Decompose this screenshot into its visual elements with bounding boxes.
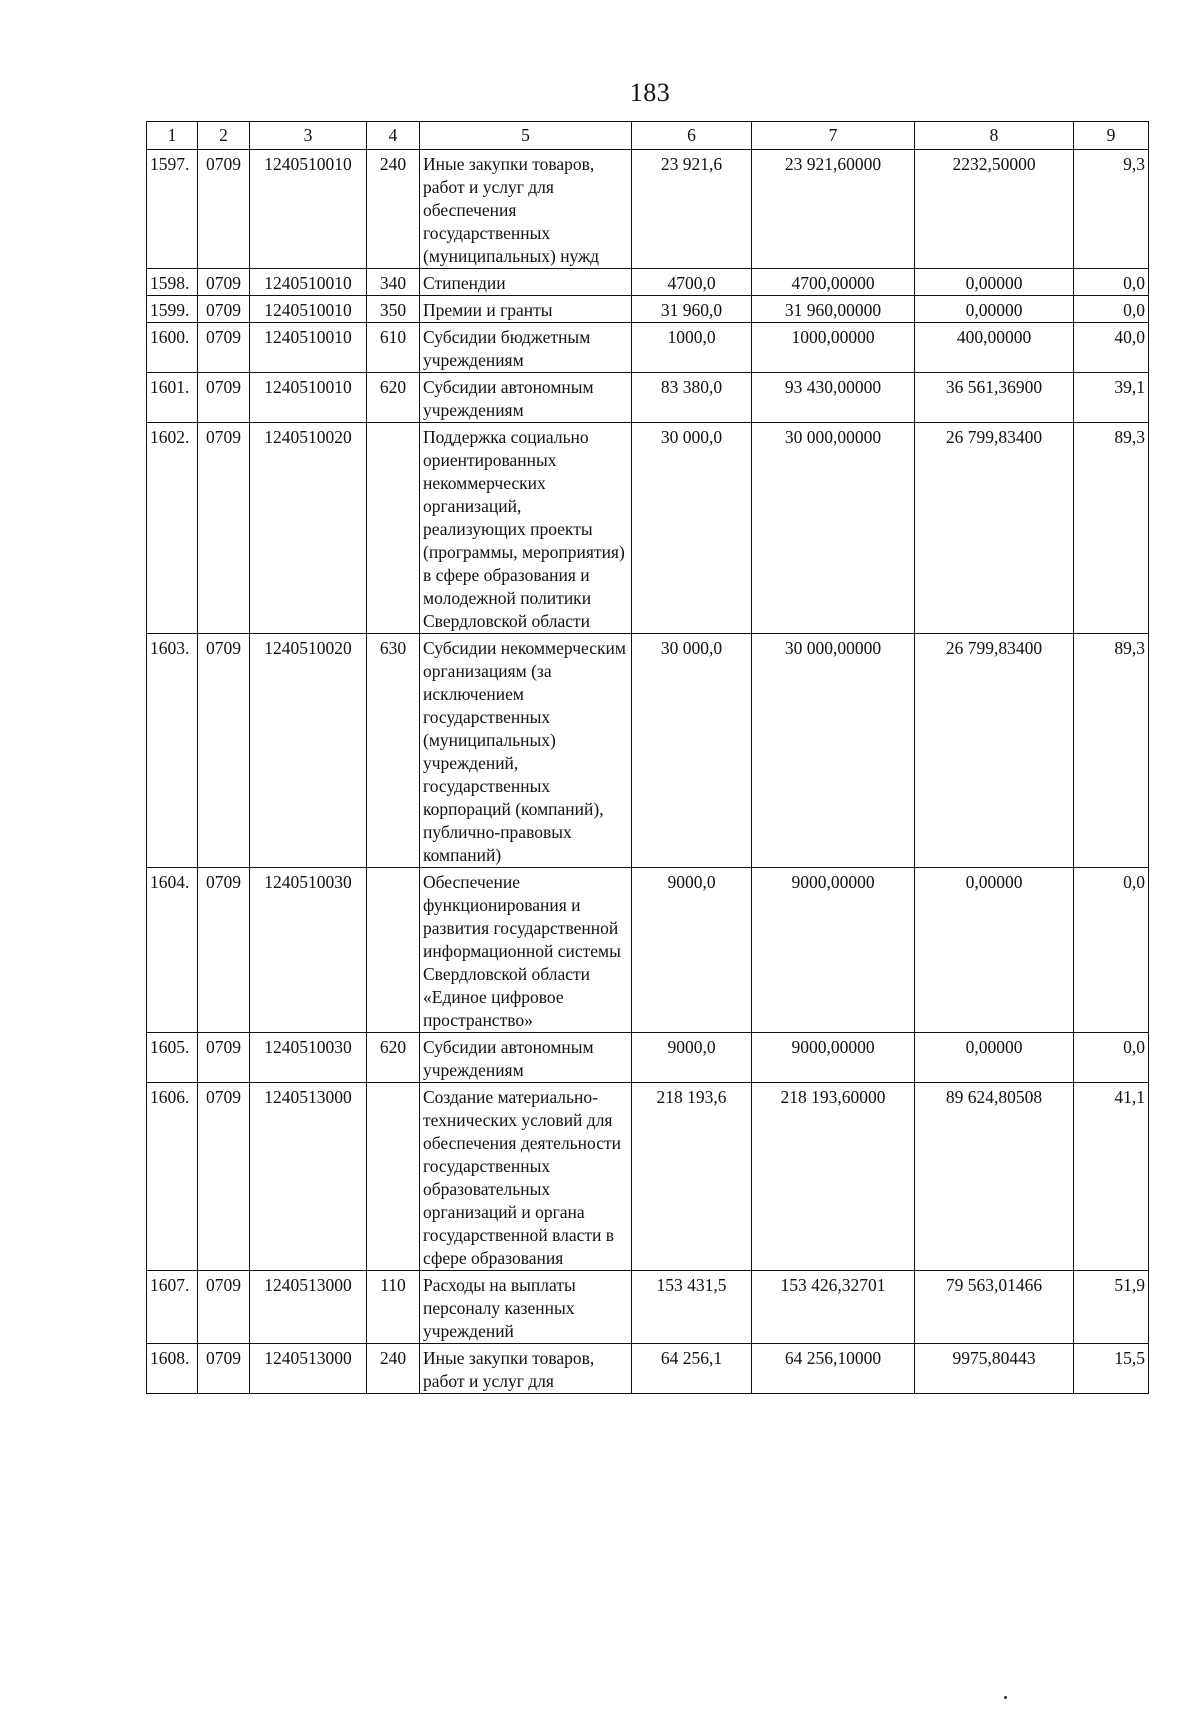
target-article-code: 1240510010 xyxy=(250,373,367,423)
table-row xyxy=(147,323,1149,373)
section-code: 0709 xyxy=(198,150,250,269)
planned-amount: 218 193,6 xyxy=(632,1083,752,1271)
adjusted-amount: 4700,00000 xyxy=(752,269,915,296)
row-number: 1607. xyxy=(147,1271,198,1344)
row-number: 1602. xyxy=(147,423,198,634)
row-number: 1604. xyxy=(147,868,198,1033)
item-name: Иные закупки товаров, работ и услуг для обеспечения государственных (муниципальных) нужд xyxy=(420,150,632,269)
planned-amount: 9000,0 xyxy=(632,1033,752,1083)
section-code: 0709 xyxy=(198,1271,250,1344)
executed-amount: 0,00000 xyxy=(915,1033,1074,1083)
section-code: 0709 xyxy=(198,269,250,296)
target-article-code: 1240513000 xyxy=(250,1271,367,1344)
target-article-code: 1240513000 xyxy=(250,1344,367,1394)
section-code: 0709 xyxy=(198,634,250,868)
execution-percent: 0,0 xyxy=(1074,269,1149,296)
adjusted-amount: 153 426,32701 xyxy=(752,1271,915,1344)
expense-type-code: 110 xyxy=(367,1271,420,1344)
expense-type-code: 620 xyxy=(367,1033,420,1083)
column-header: 2 xyxy=(198,122,250,150)
target-article-code: 1240510030 xyxy=(250,1033,367,1083)
execution-percent: 0,0 xyxy=(1074,868,1149,1033)
execution-percent: 89,3 xyxy=(1074,423,1149,634)
target-article-code: 1240510020 xyxy=(250,634,367,868)
expense-type-code xyxy=(367,423,420,634)
table-body xyxy=(147,150,1149,1394)
section-code: 0709 xyxy=(198,868,250,1033)
column-header: 8 xyxy=(915,122,1074,150)
target-article-code: 1240510010 xyxy=(250,269,367,296)
column-header: 1 xyxy=(147,122,198,150)
expense-type-code: 630 xyxy=(367,634,420,868)
planned-amount: 1000,0 xyxy=(632,323,752,373)
adjusted-amount: 9000,00000 xyxy=(752,1033,915,1083)
executed-amount: 36 561,36900 xyxy=(915,373,1074,423)
row-number: 1601. xyxy=(147,373,198,423)
planned-amount: 64 256,1 xyxy=(632,1344,752,1394)
column-header: 4 xyxy=(367,122,420,150)
planned-amount: 23 921,6 xyxy=(632,150,752,269)
row-number: 1603. xyxy=(147,634,198,868)
expense-type-code xyxy=(367,868,420,1033)
expense-type-code: 350 xyxy=(367,296,420,323)
execution-percent: 89,3 xyxy=(1074,634,1149,868)
execution-percent: 9,3 xyxy=(1074,150,1149,269)
section-code: 0709 xyxy=(198,1083,250,1271)
item-name: Субсидии некоммерческим организациям (за исключением государственных (муниципальных) учреждений, государственных корпораций (компаний), публично-правовых компаний) xyxy=(420,634,632,868)
executed-amount: 0,00000 xyxy=(915,296,1074,323)
row-number: 1605. xyxy=(147,1033,198,1083)
planned-amount: 9000,0 xyxy=(632,868,752,1033)
section-code: 0709 xyxy=(198,296,250,323)
table-row xyxy=(147,373,1149,423)
item-name: Субсидии автономным учреждениям xyxy=(420,373,632,423)
item-name: Обеспечение функционирования и развития государственной информационной системы Свердловской области «Единое цифровое пространство» xyxy=(420,868,632,1033)
section-code: 0709 xyxy=(198,373,250,423)
adjusted-amount: 9000,00000 xyxy=(752,868,915,1033)
planned-amount: 30 000,0 xyxy=(632,634,752,868)
budget-table xyxy=(146,121,1149,1394)
table-row xyxy=(147,1344,1149,1394)
column-header: 5 xyxy=(420,122,632,150)
row-number: 1606. xyxy=(147,1083,198,1271)
item-name: Расходы на выплаты персоналу казенных учреждений xyxy=(420,1271,632,1344)
adjusted-amount: 218 193,60000 xyxy=(752,1083,915,1271)
table-row xyxy=(147,296,1149,323)
adjusted-amount: 30 000,00000 xyxy=(752,634,915,868)
item-name: Иные закупки товаров, работ и услуг для xyxy=(420,1344,632,1394)
expense-type-code: 620 xyxy=(367,373,420,423)
executed-amount: 89 624,80508 xyxy=(915,1083,1074,1271)
table-row xyxy=(147,423,1149,634)
planned-amount: 83 380,0 xyxy=(632,373,752,423)
executed-amount: 26 799,83400 xyxy=(915,634,1074,868)
expense-type-code: 340 xyxy=(367,269,420,296)
planned-amount: 30 000,0 xyxy=(632,423,752,634)
header-row xyxy=(147,122,1149,150)
target-article-code: 1240510020 xyxy=(250,423,367,634)
table-row xyxy=(147,1033,1149,1083)
planned-amount: 4700,0 xyxy=(632,269,752,296)
adjusted-amount: 30 000,00000 xyxy=(752,423,915,634)
table-row xyxy=(147,1271,1149,1344)
item-name: Создание материально-технических условий для обеспечения деятельности государственных образовательных организаций и органа государственной власти в сфере образования xyxy=(420,1083,632,1271)
row-number: 1597. xyxy=(147,150,198,269)
executed-amount: 0,00000 xyxy=(915,269,1074,296)
row-number: 1600. xyxy=(147,323,198,373)
executed-amount: 0,00000 xyxy=(915,868,1074,1033)
adjusted-amount: 23 921,60000 xyxy=(752,150,915,269)
page-number: 183 xyxy=(629,78,671,107)
table-row xyxy=(147,150,1149,269)
expense-type-code xyxy=(367,1083,420,1271)
table-row xyxy=(147,269,1149,296)
target-article-code: 1240513000 xyxy=(250,1083,367,1271)
table-row xyxy=(147,868,1149,1033)
executed-amount: 26 799,83400 xyxy=(915,423,1074,634)
target-article-code: 1240510010 xyxy=(250,150,367,269)
execution-percent: 0,0 xyxy=(1074,296,1149,323)
target-article-code: 1240510010 xyxy=(250,323,367,373)
item-name: Поддержка социально ориентированных некоммерческих организаций, реализующих проекты (программы, мероприятия) в сфере образования и молодежной политики Свердловской области xyxy=(420,423,632,634)
column-header: 7 xyxy=(752,122,915,150)
table-row xyxy=(147,1083,1149,1271)
section-code: 0709 xyxy=(198,1033,250,1083)
item-name: Премии и гранты xyxy=(420,296,632,323)
item-name: Субсидии бюджетным учреждениям xyxy=(420,323,632,373)
row-number: 1598. xyxy=(147,269,198,296)
scan-dot xyxy=(1004,1696,1007,1699)
execution-percent: 40,0 xyxy=(1074,323,1149,373)
target-article-code: 1240510030 xyxy=(250,868,367,1033)
expense-type-code: 240 xyxy=(367,150,420,269)
adjusted-amount: 93 430,00000 xyxy=(752,373,915,423)
planned-amount: 31 960,0 xyxy=(632,296,752,323)
expense-type-code: 610 xyxy=(367,323,420,373)
column-header: 9 xyxy=(1074,122,1149,150)
section-code: 0709 xyxy=(198,1344,250,1394)
adjusted-amount: 64 256,10000 xyxy=(752,1344,915,1394)
table-row xyxy=(147,634,1149,868)
executed-amount: 9975,80443 xyxy=(915,1344,1074,1394)
execution-percent: 51,9 xyxy=(1074,1271,1149,1344)
column-header: 6 xyxy=(632,122,752,150)
execution-percent: 0,0 xyxy=(1074,1033,1149,1083)
target-article-code: 1240510010 xyxy=(250,296,367,323)
row-number: 1599. xyxy=(147,296,198,323)
adjusted-amount: 1000,00000 xyxy=(752,323,915,373)
section-code: 0709 xyxy=(198,423,250,634)
section-code: 0709 xyxy=(198,323,250,373)
row-number: 1608. xyxy=(147,1344,198,1394)
column-header: 3 xyxy=(250,122,367,150)
executed-amount: 400,00000 xyxy=(915,323,1074,373)
execution-percent: 39,1 xyxy=(1074,373,1149,423)
item-name: Стипендии xyxy=(420,269,632,296)
execution-percent: 41,1 xyxy=(1074,1083,1149,1271)
item-name: Субсидии автономным учреждениям xyxy=(420,1033,632,1083)
executed-amount: 79 563,01466 xyxy=(915,1271,1074,1344)
planned-amount: 153 431,5 xyxy=(632,1271,752,1344)
adjusted-amount: 31 960,00000 xyxy=(752,296,915,323)
execution-percent: 15,5 xyxy=(1074,1344,1149,1394)
expense-type-code: 240 xyxy=(367,1344,420,1394)
executed-amount: 2232,50000 xyxy=(915,150,1074,269)
